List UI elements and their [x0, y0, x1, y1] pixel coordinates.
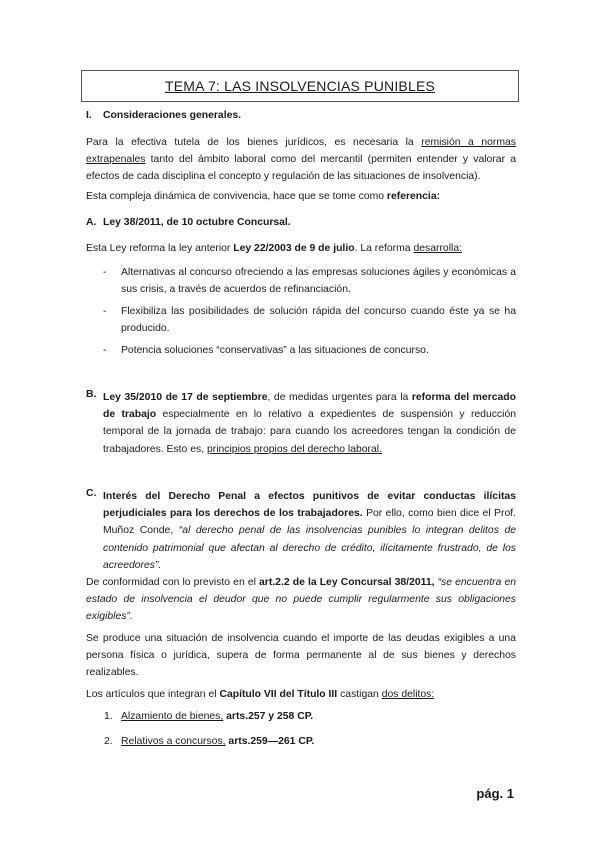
bullet-item: - Alternativas al concurso ofreciendo a las empresas soluciones ágiles y económicas a sus crisis, a través de acuerdos de refinanciación. [121, 264, 516, 298]
list-marker: 1. [104, 711, 113, 722]
item-c-text: Interés del Derecho Penal a efectos punitivos de evitar conductas ilícitas perjudiciales para los derechos de los trabajadores. Por ello, como bien dice el Prof. Muñoz Conde, “al derecho penal de las insolvencias punibles lo integran delitos de contenido patrimonial que afectan al derecho de crédito, ilícitamente frustrado, de los acreedores”. [103, 491, 517, 571]
item-b-marker: B. [86, 389, 97, 400]
bullet-item: - Potencia soluciones “conservativas” a las situaciones de concurso. [121, 342, 516, 359]
list-item: Relativos a concursos, arts.259—261 CP. [121, 736, 315, 747]
paragraph-reforma: Esta Ley reforma la ley anterior Ley 22/2003 de 9 de julio. La reforma desarrolla: [86, 243, 462, 254]
list-item: Alzamiento de bienes, arts.257 y 258 CP. [121, 711, 314, 722]
section-heading: Consideraciones generales. [103, 110, 242, 121]
item-c-marker: C. [86, 488, 97, 499]
item-a-marker: A. [86, 217, 97, 228]
bullet-marker: - [103, 306, 107, 317]
item-b-text: Ley 35/2010 de 17 de septiembre, de medidas urgentes para la reforma del mercado de trabajo especialmente en lo relativo a expedientes de suspensión y reducción temporal de la jornada de trabajo: para cuando los acreedores tengan la condición de trabajadores. Esto es, principios propios del derecho laboral. [103, 392, 516, 455]
bullet-marker: - [103, 345, 107, 356]
paragraph-referencia: Esta compleja dinámica de convivencia, hace que se tome como referencia: [86, 191, 441, 202]
list-marker: 2. [104, 736, 113, 747]
page-number: pág. 1 [476, 786, 514, 801]
paragraph-articulos: Los artículos que integran el Capítulo VII del Título III castigan dos delitos: [86, 689, 435, 700]
page-title: TEMA 7: LAS INSOLVENCIAS PUNIBLES [81, 70, 519, 102]
paragraph-art22: De conformidad con lo previsto en el art.2.2 de la Ley Concursal 38/2011, “se encuentra en estado de insolvencia el deudor que no puede cumplir regularmente sus obligaciones exigibles”. [86, 577, 516, 623]
paragraph-intro: Para la efectiva tutela de los bienes jurídicos, es necesaria la remisión a normas extrapenales tanto del ámbito laboral como del mercantil (permiten entender y valorar a efectos de cada disciplina el concepto y regulación de las situaciones de insolvencia). [86, 137, 517, 183]
paragraph-insolvencia: Se produce una situación de insolvencia cuando el importe de las deudas exigibles a una persona física o jurídica, supera de forma permanente al de sus bienes y derechos realizables. [86, 633, 516, 679]
bullet-item: - Flexibiliza las posibilidades de solución rápida del concurso cuando éste ya se ha producido. [121, 303, 516, 337]
item-a-heading: Ley 38/2011, de 10 octubre Concursal. [103, 217, 291, 228]
bullet-marker: - [103, 267, 107, 278]
section-number: I. [86, 110, 92, 121]
